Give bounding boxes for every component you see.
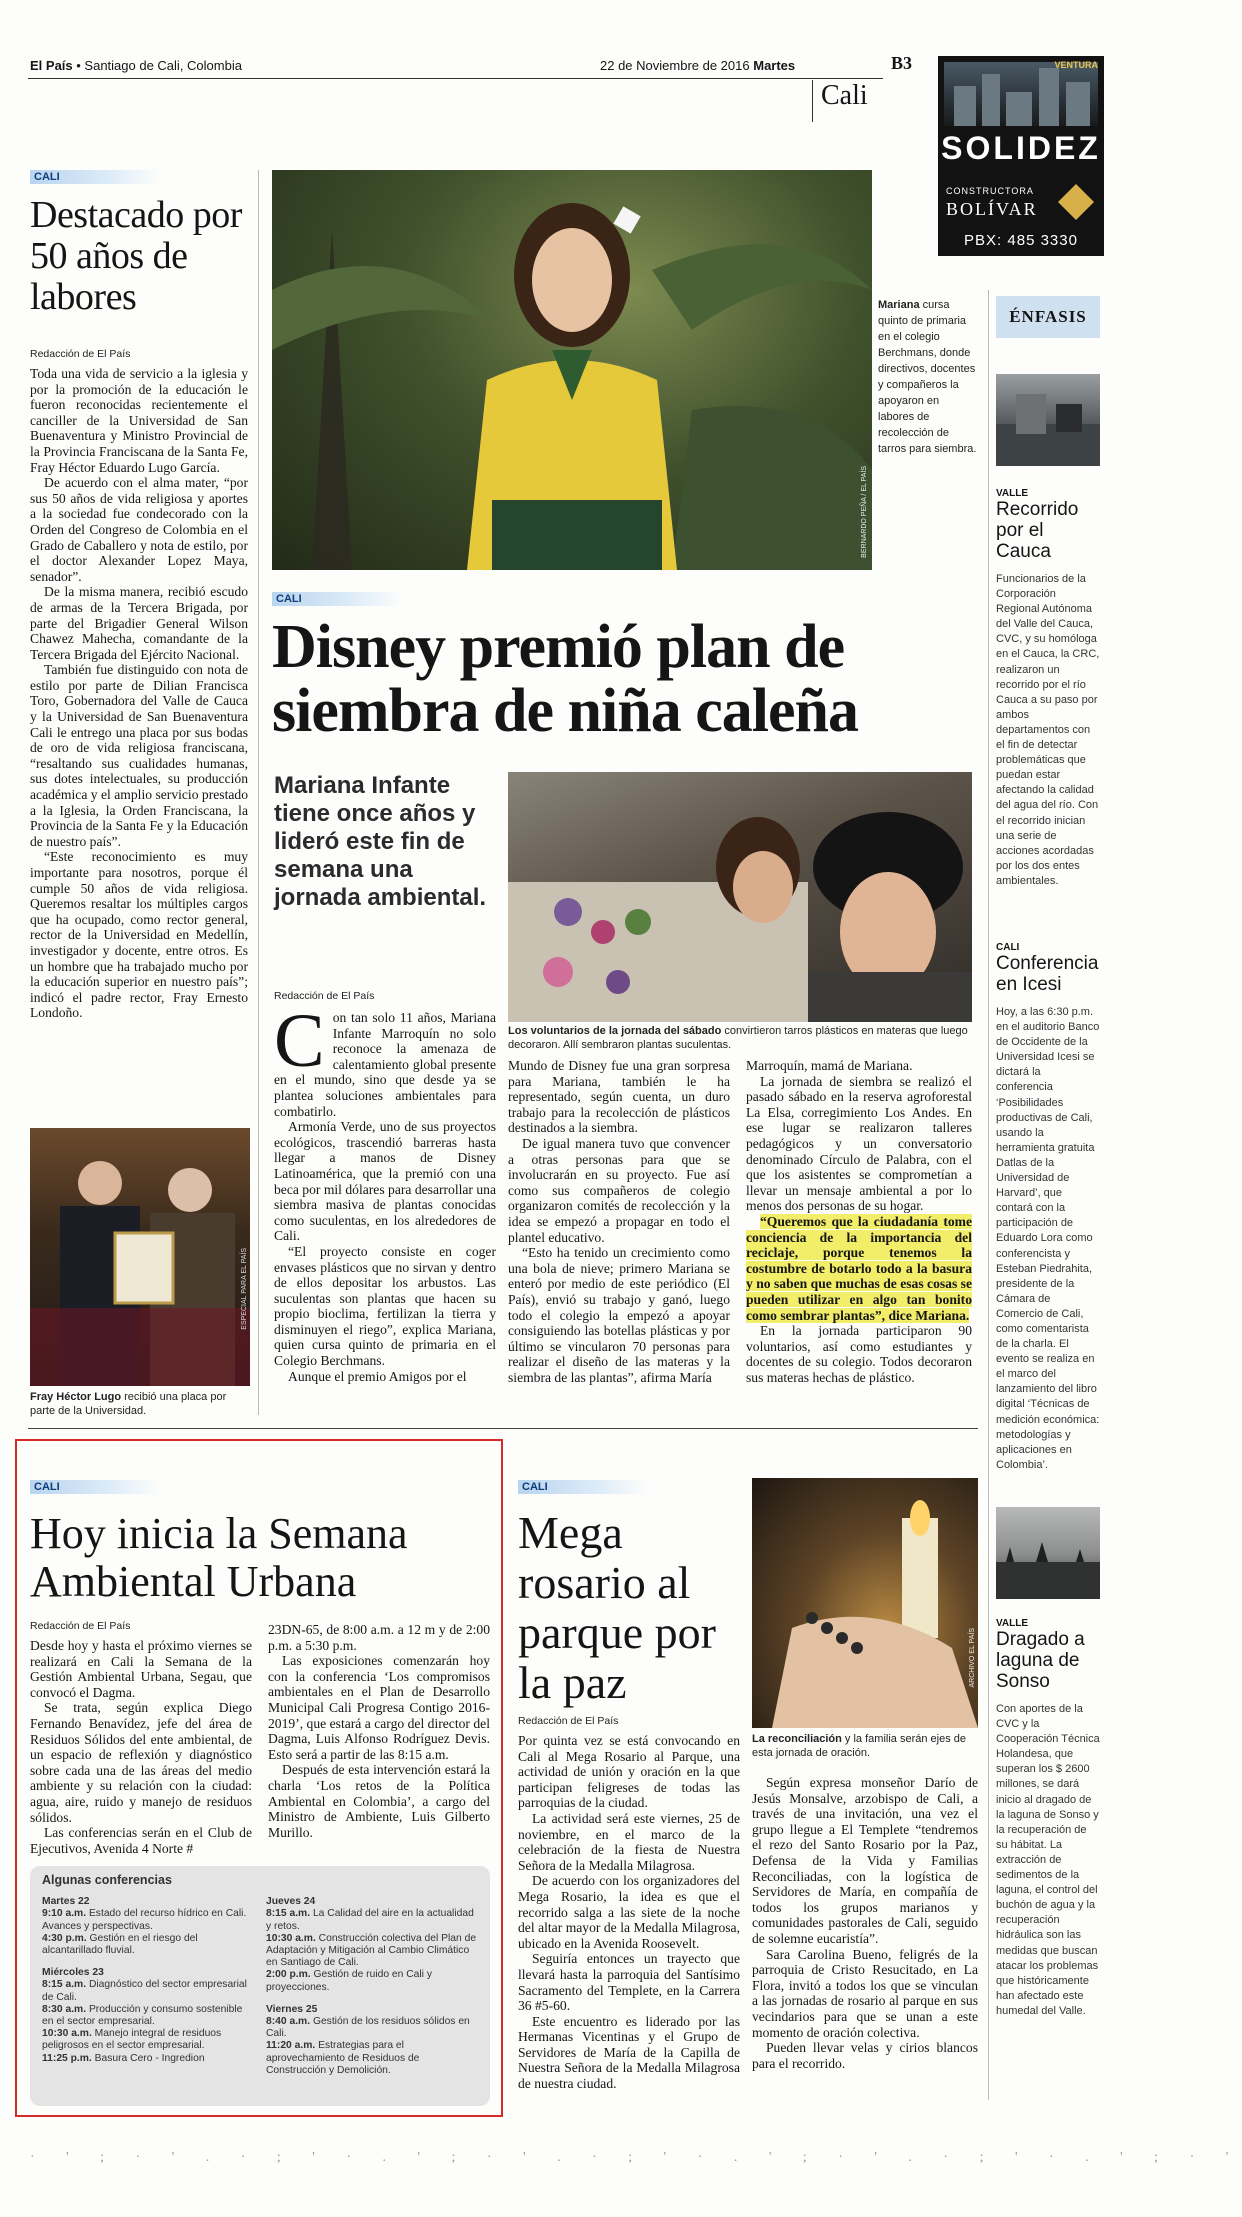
article3-col2 [268,1622,490,1862]
ad-headline: SOLIDEZ [941,130,1101,166]
event-text: Producción y consumo sostenible en el sector empresarial. [42,2003,243,2028]
schedule-event [266,1933,478,1970]
highlighted-quote: “Queremos que la ciudadanía tome conciencia de la importancia del reciclaje, porque tenemos la costumbre de botarlo todo a la basura y no saben que muchas de esas cosas se pueden utilizar en algo tan bonito como sembrar plantas”, dice Mariana. [746,1213,972,1323]
paragraph: La actividad será este viernes, 25 de noviembre, en el marco de la celebración de la fiesta de Nuestra Señora de la Medalla Milagrosa. [518,1810,740,1873]
paragraph: “Este reconocimiento es muy importante para nosotros, porque él cumple 50 años de vida religiosa. Queremos resaltar los múltiples cargos que ha ocupado, como rector general, rector de la Universidad en Medellín, investigador y docente, entre otros. Es un hombre que ha trabajado mucho por la educación superior en nuestro país”; indicó el padre rector, Fray Ernesto Londoño. [30,849,248,1021]
section-divider [28,1428,978,1429]
event-text: Construcción colectiva del Plan de Adaptación y Mitigación al Cambio Climático en Santiago de Cali. [266,1932,477,1969]
article1-kicker: CALI [30,170,160,184]
paragraph: Las exposiciones comenzarán hoy con la conferencia ‘Los compromisos ambientales en el Plan de Desarrollo Municipal Cali Progresa Contigo 2016-2019’, que estará a cargo del director del Dagma, Luis Alfonso Rodríguez Devis. Esto será a partir de las 8:15 a.m. [268,1653,490,1762]
ad-building-image [944,62,1098,126]
conference-schedule-box [30,1866,490,2106]
masthead-left [30,58,242,73]
sidebar-rule [988,290,989,2100]
sidebar-title: Conferencia en Icesi [996,953,1099,995]
paragraph: “El proyecto consiste en coger envases plásticos que no sirvan y dentro de ellos depositar los arbustos. Las suculentas son plantas que hacen su propio bioclima, fertilizan la tierra y disminuyen el riego”, explica Mariana, quien cursa quinto de primaria en el Colegio Berchmans. [274,1243,496,1369]
sidebar-kicker: VALLE [996,1618,1029,1629]
volunteers-caption [508,1024,972,1052]
ad-tag: VENTURA [1054,60,1098,70]
lead-text: on tan solo 11 años, Mariana Infante Marroquín no solo reconoce la amenaza de calentamiento global presente en el mundo, sino que desde ya se plantea soluciones ambientales para combatirlo. [274,1010,496,1119]
paragraph: De igual manera tuvo que convencer a otras personas para que se involucrarán en su proyecto. Fue así como sus compañeros de colegio organizaron comités de recolección y la idea se empezó a propagar en todo el plantel educativo. [508,1135,730,1245]
article3-byline: Redacción de El País [30,1620,131,1632]
ad-constructora: CONSTRUCTORA [946,186,1034,196]
event-time: 8:30 a.m. [42,2003,87,2015]
paper-name: El País [30,58,73,73]
event-time: 8:15 a.m. [42,1979,87,1991]
caption-text: y la familia serán ejes de esta jornada de oración. [752,1733,966,1759]
schedule-event [42,1908,252,1932]
schedule-title: Algunas conferencias [42,1873,172,1887]
paragraph: Armonía Verde, uno de sus proyectos ecológicos, trascendió barreras hasta llegar a manos de Disney Latinoamérica, que la premió con una beca por mil dólares para desarrollar una siembra masiva de plantas conocidas como suculentas, en los alrededores de Cali. [274,1119,496,1244]
article3-headline: Hoy inicia la Semana Ambiental Urbana [30,1509,408,1606]
caption-text: convirtieron tarros plásticos en materas que luego decoraron. Allí sembraron plantas suculentas. [508,1025,968,1051]
schedule-column-right [266,1892,478,2077]
lead-paragraph [274,999,496,1119]
sidebar-item [996,1618,1100,2019]
event-text: Gestión de ruido en Cali y proyecciones. [266,1969,432,1993]
article3-col1 [30,1638,252,1860]
weekday: Martes [753,58,796,73]
sidebar-title: Recorrido por el Cauca [996,499,1079,562]
schedule-event [42,1979,252,2003]
photo-credit: ESPECIAL PARA EL PAÍS [241,1248,248,1330]
article1-headline: Destacado por 50 años de labores [30,194,242,318]
schedule-day: Viernes 25 [266,2003,318,2015]
event-text: Gestión en el riesgo del alcantarillado fluvial. [42,1932,198,1957]
enfasis-header: ÉNFASIS [996,296,1100,338]
award-photo[interactable] [30,1128,250,1386]
girl-photo-illustration [272,170,872,570]
dropcap: C [274,999,325,1083]
article4-headline: Mega rosario al parque por la paz [518,1507,716,1708]
event-text: Estrategias para el aprovechamiento de Residuos de Construcción y Demolición. [266,2040,420,2076]
ad-phone: PBX: 485 3330 [964,232,1078,249]
rosary-photo-illustration [752,1478,978,1728]
caption-text: cursa quinto de primaria en el colegio Berchmans, donde directivos, docentes y compañeros la apoyaron en labores de recolección de tarros para siembra. [878,299,977,455]
lagoon-photo[interactable] [996,1507,1100,1599]
event-text: Estado del recurso hídrico en Cali. Avances y perspectivas. [42,1908,247,1932]
ad-company: BOLÍVAR [946,199,1038,219]
paragraph: Pueden llevar velas y cirios blancos para el recorrido. [752,2040,978,2071]
article2-kicker: CALI [272,592,402,606]
schedule-event [42,1933,252,1957]
event-time: 11:25 p.m. [42,2052,92,2064]
paragraph: Aunque el premio Amigos por el [288,1368,467,1384]
article2-headline: Disney premió plan de siembra de niña caleña [272,613,858,745]
caption-name: Mariana [878,299,920,311]
rosary-photo[interactable] [752,1478,978,1728]
article1-byline: Redacción de El País [30,348,131,360]
schedule-column-left [42,1892,252,2077]
sidebar-kicker: CALI [996,942,1020,953]
schedule-day: Jueves 24 [266,1896,316,1908]
sidebar-kicker: VALLE [996,488,1029,499]
paragraph: Después de esta intervención estará la charla ‘Los retos de la Política Ambiental en Colombia’, a cargo del Ministro de Ambiente, Luis Gilberto Murillo. [268,1762,490,1840]
paragraph: Según expresa monseñor Darío de Jesús Monsalve, arzobispo de Cali, a través de una invitación, una vez el grupo llegue a El Templete “tendremos el rezo del Santo Rosario por la Paz, Defensa de la Vida y Familias Reconciliadas, con la logística de Servidores de María, en compañía de todos los grupos marianos y comunidades pastorales de Cali, seguido de solemne eucaristía”. [752,1775,978,1946]
schedule-event [42,2004,252,2028]
article4-col1 [518,1733,740,2108]
event-text: Gestión de los residuos sólidos en Cali. [266,2016,470,2040]
paragraph: Este encuentro es liderado por las Hermanas Vicentinas y el Grupo de Servidores de María de la Capilla de Nuestra Señora de la Medalla Milagrosa de nuestra ciudad. [518,2013,740,2092]
event-time: 9:10 a.m. [42,1908,87,1920]
girl-caption [878,297,978,457]
article2-byline: Redacción de El País [274,990,375,1002]
page-edge-marks: · ' ; · ' . · ; ' · . ' ; · ' . · ; ' · . ' ; · ' . · ; ' · . ' ; · ' [30,2150,1242,2165]
company-logo-icon [1058,184,1094,220]
advertisement[interactable] [938,56,1104,256]
event-text: Basura Cero - Ingredion [91,2052,205,2064]
article4-kicker: CALI [518,1480,648,1494]
schedule-event [42,2028,252,2052]
page-number: B3 [891,53,913,73]
paragraph: 23DN-65, de 8:00 a.m. a 12 m y de 2:00 p.m. a 5:30 p.m. [268,1622,490,1653]
article4-byline: Redacción de El País [518,1715,619,1727]
pull-quote [746,1214,972,1323]
article2-col3 [746,1058,972,1410]
paragraph: De acuerdo con el alma mater, “por sus 50 años de vida religiosa y aportes a la sociedad fue condecorado con la Orden del Congreso de Colombia en el Grado de Caballero y nota de estilo, por el doctor Alexander Lopez Maya, senador”. [30,475,248,584]
article2-col2 [508,1058,730,1410]
article3-kicker: CALI [30,1480,160,1494]
lagoon-photo-illustration [996,1507,1100,1599]
caption-name: Los voluntarios de la jornada del sábado [508,1025,722,1037]
article4-col2 [752,1775,978,2108]
paragraph: Se trata, según explica Diego Fernando Benavídez, jefe del área de Residuos Sólidos del ente ambiental, de un espacio de reflexión y diagnóstico sobre cada una de las áreas del medio ambiente y su relación con la ciudad: agua, aire, ruido y manejo de residuos sólidos. [30,1700,252,1825]
section-name: Cali [812,80,882,122]
paragraph: Mundo de Disney fue una gran sorpresa para Mariana, también le ha representado, según cuenta, un duro trabajo para la recolección de plásticos destinados a la siembra. [508,1058,730,1136]
paragraph: Desde hoy y hasta el próximo viernes se realizará en Cali la Semana de la Gestión Ambiental Urbana, Segau, que convocó el Dagma. [30,1638,252,1700]
award-photo-illustration [30,1128,250,1386]
location: • Santiago de Cali, Colombia [72,58,242,73]
sidebar-body: Hoy, a las 6:30 p.m. en el auditorio Banco de Occidente de la Universidad Icesi se dictará la conferencia ‘Posibilidades productivas de Cali, usando la herramienta gratuita Datlas de la Universidad de Harvard’, que contará con la participación de Eduardo Lora como conferencista y Esteban Piedrahita, presidente de la Cámara de Comercio de Cali, como comentarista de la charla. El evento se realiza en el marco del lanzamiento del libro digital ‘Técnicas de medición económica: metodologías y aplicaciones en Colombia’. [996,1006,1100,1471]
sidebar-body: Con aportes de la CVC y la Cooperación Técnica Holandesa, que superan los $ 2600 millones, se dará inicio al dragado de la laguna de Sonso y la recuperación de su hábitat. La extracción de sedimentos de la laguna, el control del buchón de agua y la recuperación hidráulica son las medidas que buscan atacar los problemas que históricamente han afectado este humedal del Valle. [996,1703,1100,2017]
article1-body [30,366,248,1116]
sidebar-item [996,942,1100,1473]
schedule-event [42,2053,252,2065]
event-text: Diagnóstico del sector empresarial de Cali. [42,1979,247,2003]
schedule-day: Martes 22 [42,1896,90,1908]
event-time: 8:15 a.m. [266,1908,311,1920]
paragraph: También fue distinguido con nota de estilo por parte de Dilian Francisca Toro, Gobernadora del Valle de Cauca y la Universidad de San Buenaventura Cali le entrego una placa por sus bodas de oro de vida religiosa franciscana, “resaltando sus cualidades humanas, sus dotes intelectuales, su producción académica y el amplio servicio prestado a la Iglesia, la Orden Franciscana, la Provincia de la Santa Fe y la Educación de nuestro país”. [30,662,248,849]
article2-col1 [274,999,496,1410]
paragraph: En la jornada participaron 90 voluntarios, así como estudiantes y docentes de su colegio. Todos decoraron sus materas hechas de plástico. [746,1323,972,1385]
event-text: Manejo integral de residuos peligrosos en el sector empresarial. [42,2028,222,2052]
paragraph: La jornada de siembra se realizó el pasado sábado en la reserva agroforestal La Elsa, corregimiento Los Andes. En ese lugar se realizaron talleres pedagógicos y un conversatorio denominado Círculo de Palabra, con el que los asistentes se comprometían a llevar un mensaje ambiental a por lo menos dos personas de su hogar. [746,1073,972,1214]
caption-name: La reconciliación [752,1733,842,1745]
paragraph: Por quinta vez se está convocando en Cali al Mega Rosario al Parque, una actividad de unión y oración en la que participan feligreses de todas las parroquias de la ciudad. [518,1733,740,1811]
paragraph: De la misma manera, recibió escudo de armas de la Tercera Brigada, por parte del Brigadier General Wilson Chawez Mahecha, comandante de la Tercera Brigada del Ejército Nacional. [30,584,248,662]
paragraph: Seguiría entonces un trayecto que llevará hasta la parroquia del Santísimo Sacramento del Templete, en la Carrera 36 #5-60. [518,1951,740,2014]
sidebar-body: Funcionarios de la Corporación Regional Autónoma del Valle del Cauca, CVC, y su homóloga en el Cauca, la CRC, realizaron un recorrido por el río Cauca a su paso por ambos departamentos con el fin de detectar problemáticas que puedan estar afectando la calidad del agua del río. Con el recorrido inician una serie de acciones acordadas por los dos entes ambientales. [996,573,1100,887]
schedule-event [266,1969,478,1993]
event-time: 11:20 a.m. [266,2040,316,2052]
date: 22 de Noviembre de 2016 [600,58,750,73]
event-time: 10:30 a.m. [42,2028,92,2040]
volunteers-photo[interactable] [508,772,972,1022]
caption-text: recibió una placa por parte de la Universidad. [30,1391,227,1417]
river-photo[interactable] [996,374,1100,466]
rosary-caption [752,1732,978,1760]
article2-subtitle: Mariana Infante tiene once años y lideró este fin de semana una jornada ambiental. [274,772,487,911]
schedule-day: Miércoles 23 [42,1967,104,1979]
photo-credit: ARCHIVO EL PAÍS [969,1628,976,1688]
paragraph: De acuerdo con los organizadores del Mega Rosario, la idea es que el recorrido salga a las siete de la noche del altar mayor de la Medalla Milagrosa, ubicado en la Avenida Roosevelt. [518,1873,740,1951]
paragraph: Sara Carolina Bueno, feligrés de la parroquia de Cristo Resucitado, en La Flora, invitó a todos los que se vinculan a las jornadas de rosario al parque en sus vecindarios para que se unan a este momento de oración colectiva. [752,1946,978,2040]
sidebar-title: Dragado a laguna de Sonso [996,1629,1085,1692]
header-rule [28,78,883,79]
event-time: 2:00 p.m. [266,1969,311,1981]
paragraph: Las conferencias serán en el Club de Ejecutivos, Avenida 4 Norte # [30,1825,252,1856]
event-time: 4:30 p.m. [42,1932,87,1944]
event-time: 8:40 a.m. [266,2016,311,2028]
paragraph: “Esto ha tenido un crecimiento como una bola de nieve; primero Mariana se enteró por medio de este periódico (El País), envió su trabajo y ganó, luego todo el colegio la empezó a apoyar consiguiendo las botellas plásticas y por último se vincularon 70 personas para realizar el diseño de las materas y la siembra de las plantas”, afirma María [508,1245,730,1385]
award-caption [30,1390,250,1418]
volunteers-photo-illustration [508,772,972,1022]
schedule-event [266,2016,478,2040]
column-rule [258,170,259,1415]
event-time: 10:30 a.m. [266,1932,316,1944]
schedule-event [266,1908,478,1932]
girl-photo[interactable] [272,170,872,570]
event-text: La Calidad del aire en la actualidad y retos. [266,1908,474,1932]
sidebar-item [996,488,1100,889]
caption-name: Fray Héctor Lugo [30,1391,122,1403]
photo-credit: BERNARDO PEÑA / EL PAÍS [861,466,868,558]
schedule-event [266,2040,478,2077]
masthead-date [600,58,795,73]
river-photo-illustration [996,374,1100,466]
paragraph: Toda una vida de servicio a la iglesia y por la promoción de la educación le fueron reconocidas recientemente el canciller de la Universidad de San Buenaventura y Ministro Provincial de la Provincia Franciscana de la Santa Fe, Fray Héctor Eduardo Lugo García. [30,366,248,475]
paragraph: Marroquín, mamá de Mariana. [746,1058,913,1073]
